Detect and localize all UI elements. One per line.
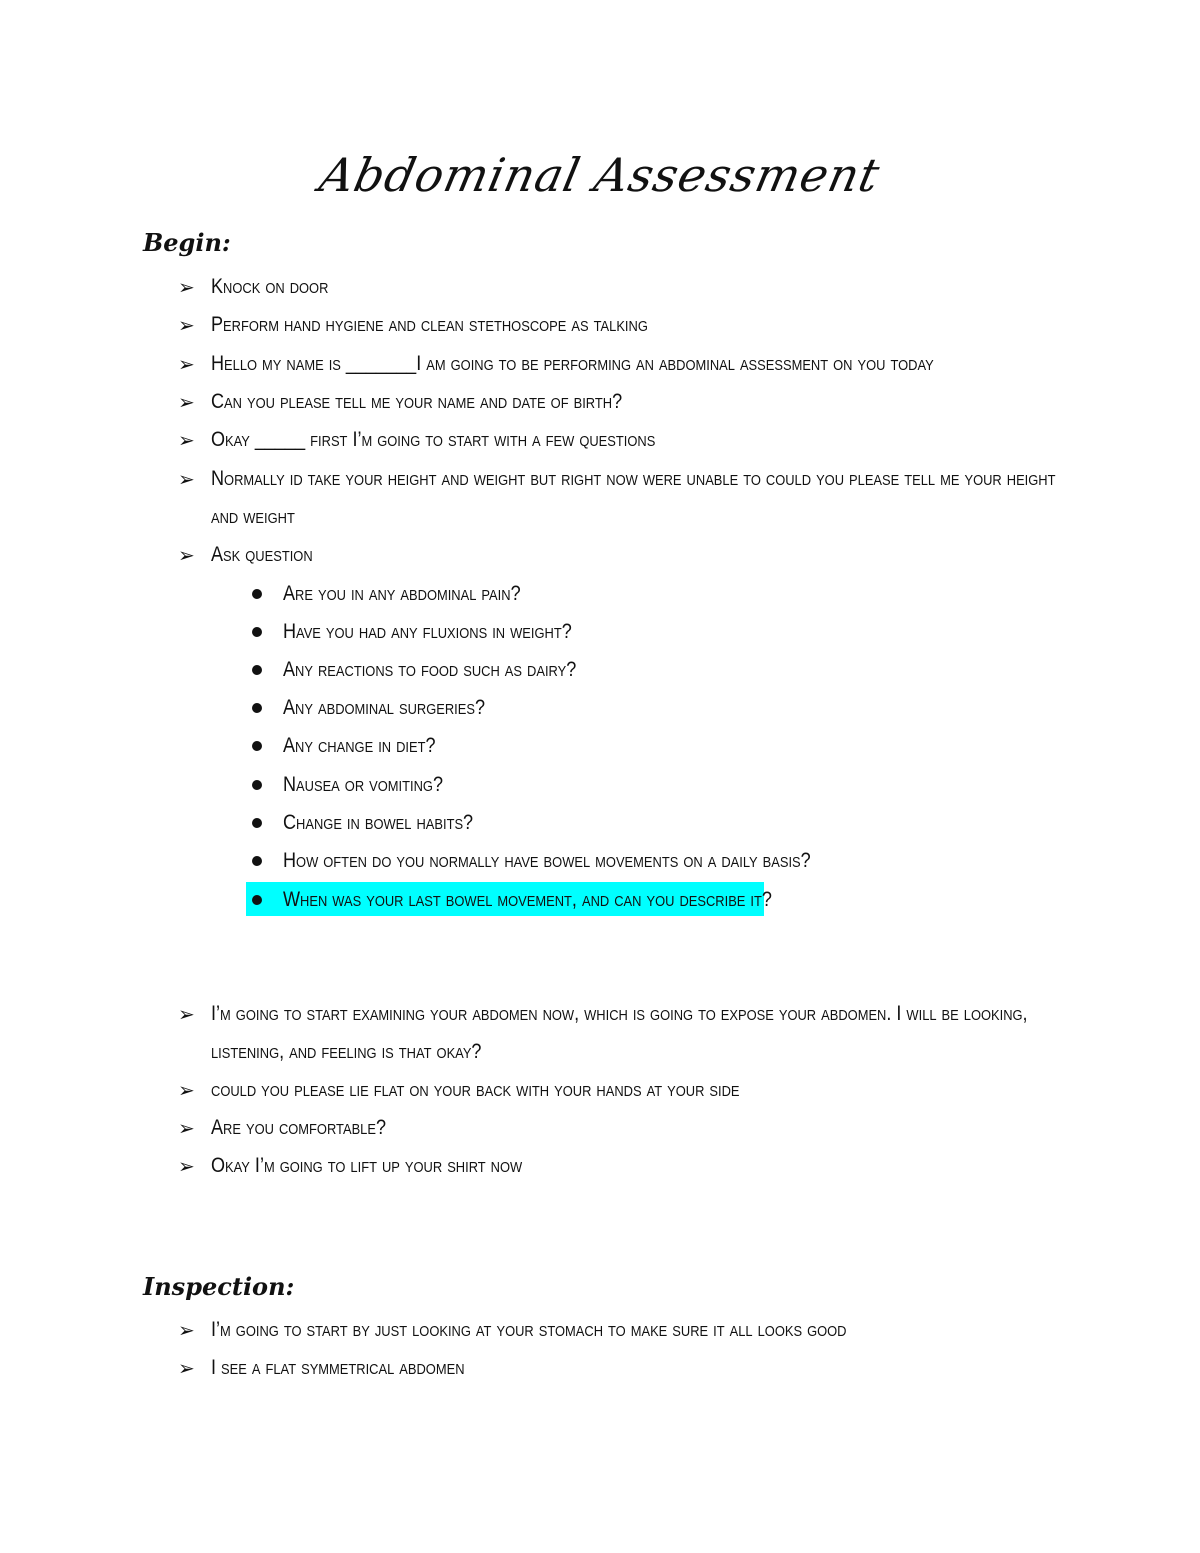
question-item: Any abdominal surgeries? bbox=[283, 696, 486, 719]
question-item: Any change in diet? bbox=[283, 734, 436, 757]
arrow-bullet-icon: ➢ bbox=[178, 313, 195, 337]
list-item: I’m going to start examining your abdomen now, which is going to expose your abdomen. I will be looking, bbox=[211, 1002, 1028, 1025]
list-item: Perform hand hygiene and clean stethoscope as talking bbox=[211, 313, 648, 336]
arrow-bullet-icon: ➢ bbox=[178, 1002, 195, 1026]
document-title: Abdominal Assessment bbox=[315, 148, 885, 202]
list-item-continuation: and weight bbox=[211, 505, 295, 528]
list-item: Normally id take your height and weight but right now were unable to could you please tell me your height bbox=[211, 467, 1056, 490]
bullet-dot-icon bbox=[252, 741, 262, 751]
arrow-bullet-icon: ➢ bbox=[178, 352, 195, 376]
question-item: Any reactions to food such as dairy? bbox=[283, 658, 577, 681]
bullet-dot-icon bbox=[252, 856, 262, 866]
list-item: could you please lie flat on your back with your hands at your side bbox=[211, 1078, 740, 1101]
arrow-bullet-icon: ➢ bbox=[178, 275, 195, 299]
bullet-dot-icon bbox=[252, 703, 262, 713]
bullet-dot-icon bbox=[252, 627, 262, 637]
list-item: Hello my name is _______I am going to be performing an abdominal assessment on you today bbox=[211, 352, 934, 375]
question-item: Have you had any fluxions in weight? bbox=[283, 620, 572, 643]
list-item: Are you comfortable? bbox=[211, 1116, 387, 1139]
bullet-dot-icon bbox=[252, 665, 262, 675]
list-item: Ask question bbox=[211, 543, 313, 566]
list-item: Can you please tell me your name and date of birth? bbox=[211, 390, 623, 413]
arrow-bullet-icon: ➢ bbox=[178, 1116, 195, 1140]
arrow-bullet-icon: ➢ bbox=[178, 1318, 195, 1342]
bullet-dot-icon bbox=[252, 780, 262, 790]
arrow-bullet-icon: ➢ bbox=[178, 1078, 195, 1102]
list-item: Okay I’m going to lift up your shirt now bbox=[211, 1154, 523, 1177]
arrow-bullet-icon: ➢ bbox=[178, 390, 195, 414]
bullet-dot-icon bbox=[252, 818, 262, 828]
list-item: Okay _____ first I’m going to start with a few questions bbox=[211, 428, 656, 451]
list-item: I see a flat symmetrical abdomen bbox=[211, 1356, 465, 1379]
arrow-bullet-icon: ➢ bbox=[178, 428, 195, 452]
arrow-bullet-icon: ➢ bbox=[178, 467, 195, 491]
question-item: Change in bowel habits? bbox=[283, 811, 474, 834]
question-item: Are you in any abdominal pain? bbox=[283, 582, 521, 605]
bullet-dot-icon bbox=[252, 589, 262, 599]
question-item: How often do you normally have bowel movements on a daily basis? bbox=[283, 849, 811, 872]
question-item: Nausea or vomiting? bbox=[283, 773, 443, 796]
list-item-continuation: listening, and feeling is that okay? bbox=[211, 1040, 482, 1063]
arrow-bullet-icon: ➢ bbox=[178, 1154, 195, 1178]
list-item: I’m going to start by just looking at your stomach to make sure it all looks good bbox=[211, 1318, 847, 1341]
bullet-dot-icon bbox=[252, 895, 262, 905]
section-heading-begin: Begin: bbox=[143, 228, 231, 257]
arrow-bullet-icon: ➢ bbox=[178, 1356, 195, 1380]
arrow-bullet-icon: ➢ bbox=[178, 543, 195, 567]
section-heading-inspection: Inspection: bbox=[143, 1272, 295, 1301]
question-item-highlighted: When was your last bowel movement, and can you describe it? bbox=[283, 888, 772, 911]
list-item: Knock on door bbox=[211, 275, 329, 298]
